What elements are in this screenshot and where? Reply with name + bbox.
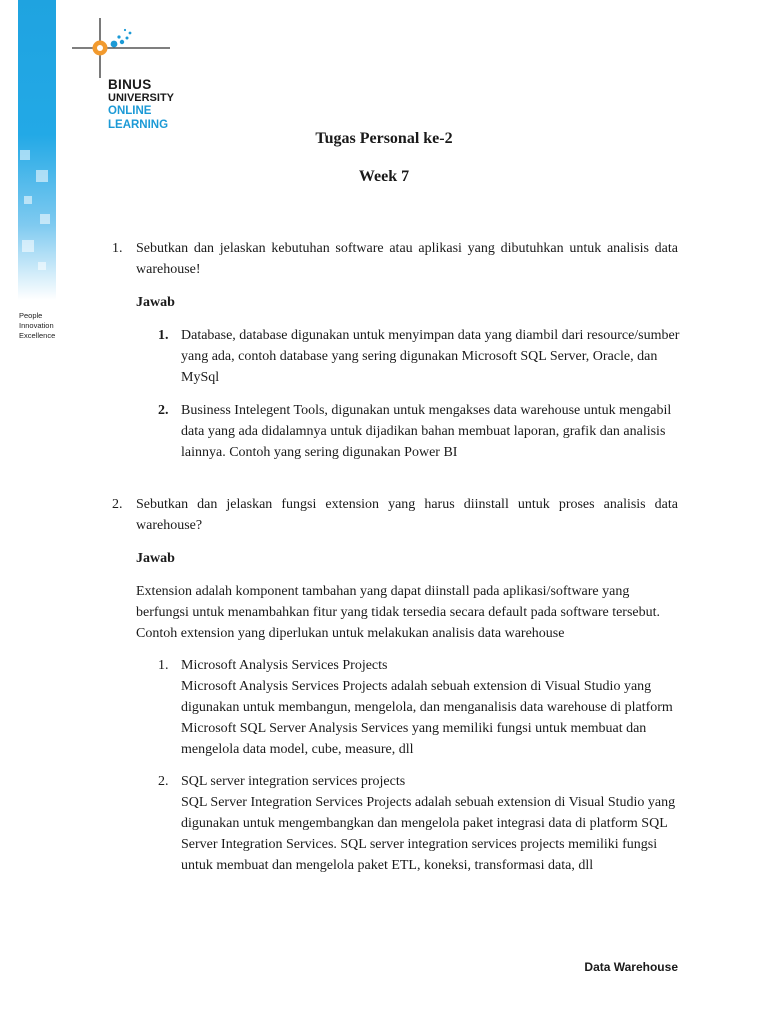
logo-line: LEARNING: [108, 118, 169, 131]
pixel-block: [38, 262, 46, 270]
footer-course-name: Data Warehouse: [584, 960, 678, 974]
pixel-block: [40, 214, 50, 224]
side-band-stripe: [0, 0, 18, 300]
logo-line: ONLINE: [108, 105, 152, 117]
pixel-block: [22, 240, 34, 252]
answer-label: Jawab: [136, 551, 175, 566]
question-number: 2.: [112, 497, 123, 512]
question-number: 1.: [112, 241, 123, 256]
document-title: Tugas Personal ke-2: [315, 130, 453, 147]
tagline-line: Innovation: [19, 321, 54, 330]
list-number: 2.: [158, 403, 169, 418]
answer-paragraph: Extension adalah komponent tambahan yang dapat diinstall pada aplikasi/software yang berfungsi untuk menambahkan fitur yang tidak tersedia secara default pada software tersebut. Contoh extension yang diperlukan untuk melakukan analisis data warehouse: [136, 584, 661, 641]
list-item: Business Intelegent Tools, digunakan untuk mengakses data warehouse untuk mengabil data yang ada didalamnya untuk dijadikan bahan membuat laporan, grafik dan analisis lainnya. Contoh yang sering digunakan Power BI: [181, 403, 672, 460]
week-label: Week 7: [358, 168, 410, 185]
logo-mark-icon: [70, 16, 180, 78]
pixel-block: [24, 196, 32, 204]
tagline: [19, 311, 55, 341]
list-item-heading: Microsoft Analysis Services Projects: [181, 658, 388, 673]
list-item: Database, database digunakan untuk menyimpan data yang diambil dari resource/sumber yang ada, contoh database yang sering digunakan Microsoft SQL Server, Oracle, dan MySql: [181, 328, 680, 385]
question-text: Sebutkan dan jelaskan kebutuhan software atau aplikasi yang dibutuhkan untuk analisis data warehouse!: [136, 241, 678, 277]
answer-label: Jawab: [136, 295, 175, 310]
list-number: 1.: [158, 658, 169, 673]
tagline-line: Excellence: [19, 331, 56, 340]
list-number: 1.: [158, 328, 169, 343]
list-item-body: Microsoft Analysis Services Projects adalah sebuah extension di Visual Studio yang digunakan untuk membangun, mengelola, dan menganalisis data warehouse di platform Microsoft SQL Server Analysis Services yang memiliki fungsi untuk membuat dan mengelola data model, cube, measure, dll: [181, 679, 673, 757]
tagline-line: People: [19, 311, 43, 320]
binus-logo: [70, 16, 180, 131]
logo-line: BINUS: [108, 77, 152, 92]
pixel-block: [20, 150, 30, 160]
question-text: Sebutkan dan jelaskan fungsi extension yang harus diinstall untuk proses analisis data warehouse?: [136, 497, 678, 533]
list-number: 2.: [158, 774, 169, 789]
side-decoration-band: [0, 0, 56, 300]
logo-line: UNIVERSITY: [108, 91, 175, 104]
list-item-heading: SQL server integration services projects: [181, 774, 406, 789]
list-item-body: SQL Server Integration Services Projects adalah sebuah extension di Visual Studio yang digunakan untuk mengembangkan dan mengelola paket integrasi data di platform SQL Server Integration Services. SQL server integration services projects memiliki fungsi untuk membuat dan mengelola paket ETL, koneksi, transformasi data, dll: [181, 795, 676, 873]
logo-wordmark: [108, 78, 174, 132]
